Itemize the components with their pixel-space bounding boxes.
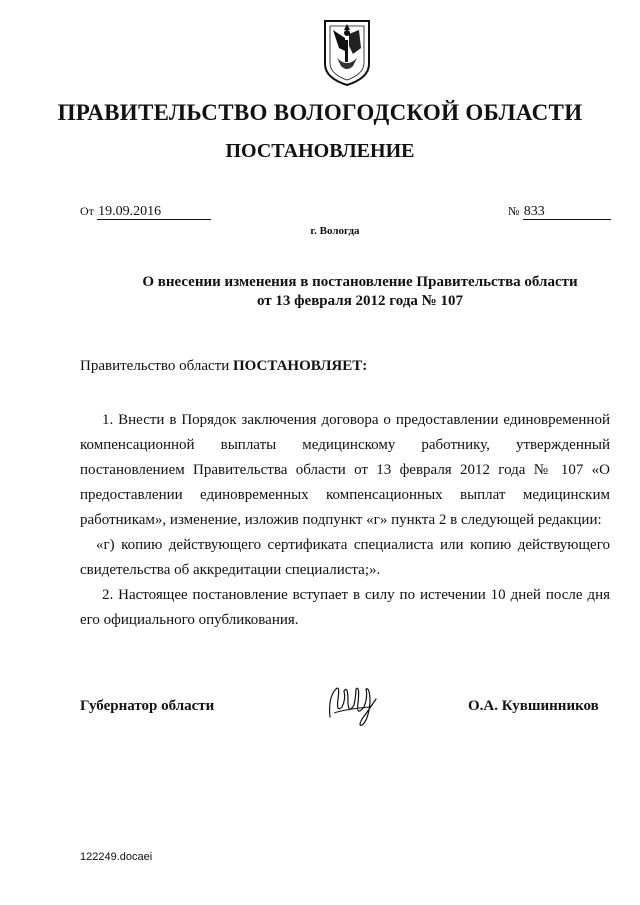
paragraph-2: «г) копию действующего сертификата специалиста или копию действующего свидетельства об аккредитации специалиста;». <box>80 537 610 578</box>
date-value: 19.09.2016 <box>97 204 211 220</box>
document-body <box>80 408 610 633</box>
document-type: ПОСТАНОВЛЕНИЕ <box>225 140 415 162</box>
number-label: № <box>508 204 520 218</box>
signer-title: Губернатор области <box>80 698 215 714</box>
subject-line-2: от 13 февраля 2012 года № 107 <box>257 293 463 309</box>
document-subject <box>80 273 640 311</box>
preamble <box>80 358 367 375</box>
date-field <box>80 203 211 220</box>
organization-name: ПРАВИТЕЛЬСТВО ВОЛОГОДСКОЙ ОБЛАСТИ <box>57 100 583 125</box>
signature-icon <box>326 677 386 727</box>
date-label: От <box>80 204 94 218</box>
paragraph-3: 2. Настоящее постановление вступает в силу по истечении 10 дней после дня его официального опубликования. <box>80 587 610 628</box>
paragraph-1: 1. Внести в Порядок заключения договора о предоставлении единовременной компенсационной выплаты медицинскому работнику, утвержденный постановлением Правительства области от 13 февраля 2012 года № 107 «О предоставлении единовременных компенсационных выплат медицинским работникам», изменение, изложив подпункт «г» пункта 2 в следующей редакции: <box>80 412 610 528</box>
number-value: 833 <box>523 204 611 220</box>
subject-line-1: О внесении изменения в постановление Правительства области <box>142 274 578 290</box>
city: г. Вологда <box>310 225 360 237</box>
file-reference: 122249.docaei <box>80 851 153 863</box>
preamble-strong: ПОСТАНОВЛЯЕТ: <box>232 358 368 374</box>
number-field <box>508 203 611 220</box>
preamble-lead: Правительство области <box>80 358 233 374</box>
coat-of-arms-icon <box>323 18 371 88</box>
signer-name: О.А. Кувшинников <box>468 698 599 714</box>
